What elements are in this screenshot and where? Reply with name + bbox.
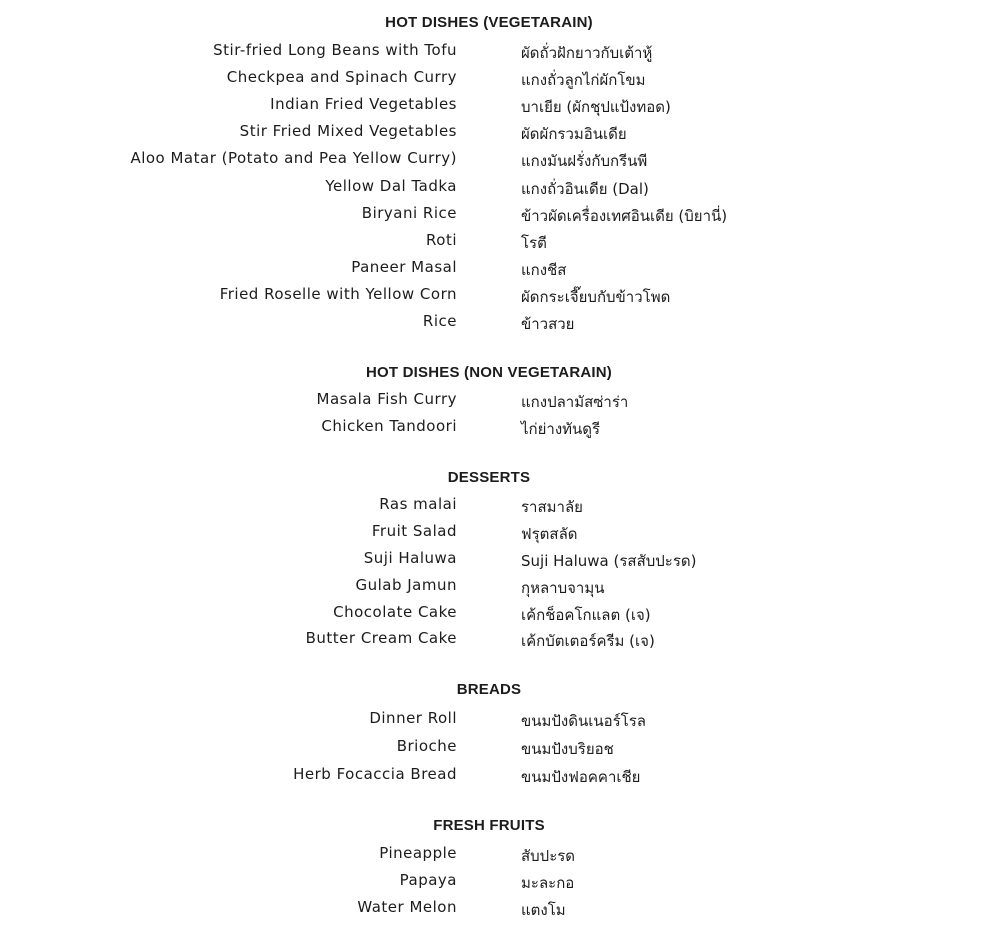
menu-item <box>0 549 985 571</box>
section-heading-fresh-fruits: FRESH FRUITS <box>433 817 545 834</box>
menu-item-english: Herb Focaccia Bread <box>293 765 457 783</box>
menu-item-thai: โรตี <box>521 234 547 252</box>
menu-item-english: Yellow Dal Tadka <box>325 177 457 195</box>
menu-item-english: Gulab Jamun <box>355 576 457 594</box>
menu-item-thai: แกงถั่วลูกไก่ผักโขม <box>521 71 646 89</box>
section-heading-breads: BREADS <box>456 681 522 698</box>
menu-item <box>0 95 985 117</box>
menu-item-english: Chicken Tandoori <box>321 417 457 435</box>
menu-item-thai: ข้าวผัดเครื่องเทศอินเดีย (บิยานี่) <box>521 207 728 225</box>
menu-item-english: Pineapple <box>379 844 457 862</box>
menu-item-english: Paneer Masal <box>351 258 457 276</box>
menu-item-english: Dinner Roll <box>369 709 457 727</box>
menu-item-thai: มะละกอ <box>521 874 575 892</box>
menu-item <box>0 629 985 651</box>
menu-item-english: Masala Fish Curry <box>316 390 457 408</box>
menu-item <box>0 204 985 226</box>
menu-item-english: Checkpea and Spinach Curry <box>226 68 457 86</box>
menu-item-thai: ราสมาลัย <box>521 498 583 516</box>
menu-item <box>0 603 985 625</box>
menu-item-thai: กุหลาบจามุน <box>521 579 605 597</box>
menu-item-english: Biryani Rice <box>361 204 457 222</box>
section-heading-hot-dishes-non-vegetarian: HOT DISHES (NON VEGETARAIN) <box>366 364 612 381</box>
menu-item-thai: ฟรุตสลัด <box>521 525 578 543</box>
menu-item-english: Roti <box>426 231 457 249</box>
menu-item <box>0 285 985 307</box>
menu-item-english: Stir-fried Long Beans with Tofu <box>213 41 457 59</box>
menu-item <box>0 258 985 280</box>
menu-item <box>0 765 985 787</box>
menu-item-thai: ผัดถั่วฝักยาวกับเต้าหู้ <box>521 44 653 62</box>
menu-item-thai: แกงชีส <box>521 261 567 279</box>
menu-item-thai: ขนมปังดินเนอร์โรล <box>521 712 646 730</box>
menu-item-english: Chocolate Cake <box>333 603 457 621</box>
menu-item <box>0 871 985 893</box>
menu-item <box>0 709 985 731</box>
menu-item-english: Water Melon <box>357 898 457 916</box>
menu-item-thai: สับปะรด <box>521 847 576 865</box>
menu-item-thai: แกงถั่วอินเดีย (Dal) <box>521 180 649 198</box>
menu-item <box>0 844 985 866</box>
section-heading-hot-dishes-vegetarian: HOT DISHES (VEGETARAIN) <box>385 14 593 31</box>
menu-item-english: Indian Fried Vegetables <box>270 95 457 113</box>
menu-item-thai: Suji Haluwa (รสสับปะรด) <box>521 552 697 570</box>
menu-item-thai: แตงโม <box>521 901 566 919</box>
menu-item <box>0 417 985 439</box>
menu-item <box>0 898 985 920</box>
menu-item-english: Stir Fried Mixed Vegetables <box>239 122 457 140</box>
menu-item-thai: ขนมปังบริยอช <box>521 740 614 758</box>
menu-item-thai: ผัดผักรวมอินเดีย <box>521 125 627 143</box>
menu-item-thai: เค้กบัตเตอร์ครีม (เจ) <box>521 632 655 650</box>
menu-item <box>0 390 985 412</box>
menu-item <box>0 522 985 544</box>
menu-item-thai: ขนมปังฟอคคาเชีย <box>521 768 641 786</box>
menu-item-thai: บาเยีย (ผักชุปแป้งทอด) <box>521 98 671 116</box>
menu-item-english: Fruit Salad <box>371 522 457 540</box>
menu-item-english: Suji Haluwa <box>363 549 457 567</box>
menu-item <box>0 231 985 253</box>
section-heading-desserts: DESSERTS <box>447 469 531 486</box>
menu-item <box>0 177 985 199</box>
menu-item-thai: ผัดกระเจี๊ยบกับข้าวโพด <box>521 288 671 306</box>
menu-item <box>0 149 985 171</box>
menu-item-thai: เค้กช็อคโกแลต (เจ) <box>521 606 651 624</box>
menu-item-english: Butter Cream Cake <box>305 629 457 647</box>
menu-item-thai: แกงปลามัสซ่าร่า <box>521 393 629 411</box>
menu-item <box>0 41 985 63</box>
menu-item <box>0 68 985 90</box>
menu-item <box>0 576 985 598</box>
menu-item <box>0 737 985 759</box>
menu-item-thai: ข้าวสวย <box>521 315 575 333</box>
menu-item-thai: ไก่ย่างทันดูรี <box>521 420 601 438</box>
menu-item-english: Papaya <box>399 871 457 889</box>
menu-item <box>0 312 985 334</box>
menu-item-english: Rice <box>422 312 457 330</box>
menu-item-thai: แกงมันฝรั่งกับกรีนพี <box>521 152 648 170</box>
menu-item <box>0 495 985 517</box>
menu-item <box>0 122 985 144</box>
menu-item-english: Aloo Matar (Potato and Pea Yellow Curry) <box>130 149 457 167</box>
menu-item-english: Fried Roselle with Yellow Corn <box>219 285 457 303</box>
menu-item-english: Ras malai <box>379 495 457 513</box>
menu-item-english: Brioche <box>396 737 457 755</box>
